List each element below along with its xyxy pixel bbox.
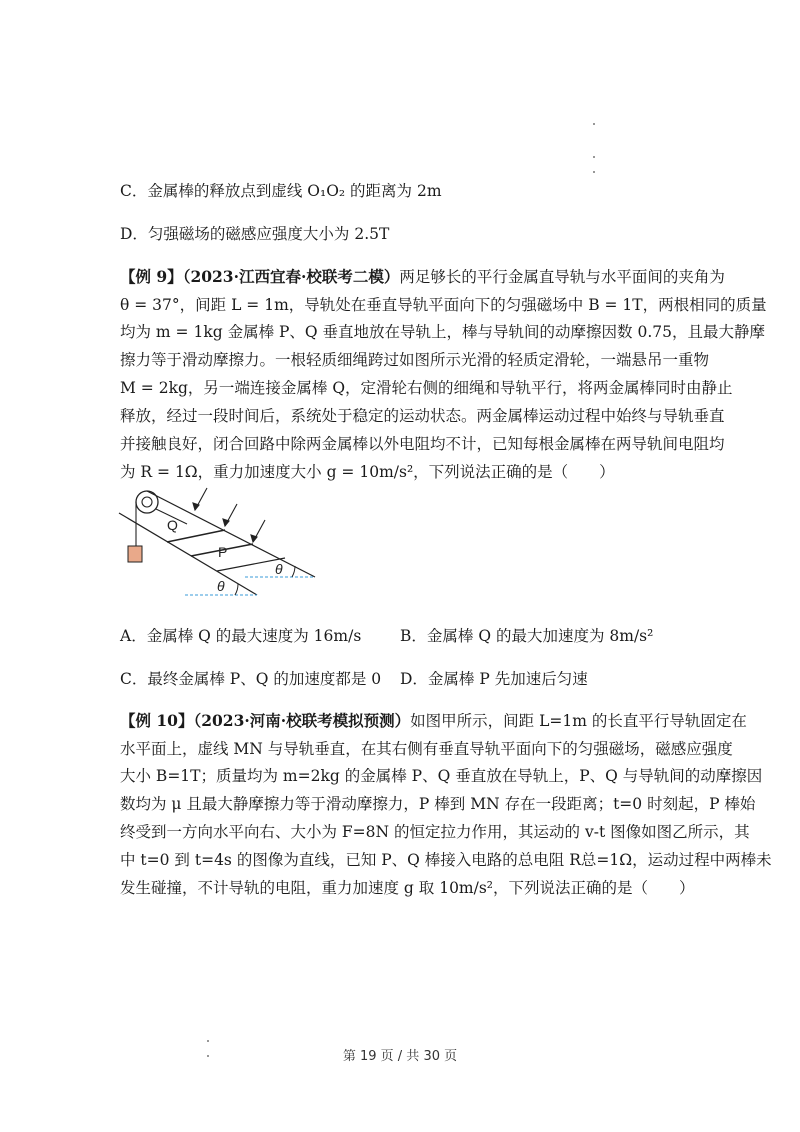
pulley-inner <box>142 497 152 507</box>
decor-dot <box>207 1040 209 1042</box>
q9-line: 两足够长的平行金属直导轨与水平面间的夹角为 <box>399 268 725 286</box>
angle-arc-lower <box>235 584 238 595</box>
q10-line: 终受到一方向水平向右、大小为 F=8N 的恒定拉力作用，其运动的 v-t 图像如图乙所示，其 <box>120 823 750 841</box>
q9-line: θ = 37°，间距 L = 1m，导轨处在垂直导轨平面向下的匀强磁场中 B = 1T，两根相同的质量 <box>120 296 767 314</box>
label-p: P <box>218 544 228 560</box>
q9-line: 为 R = 1Ω，重力加速度大小 g = 10m/s²，下列说法正确的是（ ） <box>120 463 615 481</box>
theta-label-upper: θ <box>275 561 283 577</box>
q9-line: 擦力等于滑动摩擦力。一根轻质细绳跨过如图所示光滑的轻质定滑轮，一端悬吊一重物 <box>120 351 710 369</box>
field-arrow <box>223 504 237 526</box>
q10-line: 水平面上，虚线 MN 与导轨垂直，在其右侧有垂直导轨平面向下的匀强磁场，磁感应强度 <box>120 740 733 758</box>
q10-tag: 【例 10】 <box>120 711 194 730</box>
label-q: Q <box>167 517 178 533</box>
q10-line: 如图甲所示，间距 L=1m 的长直平行导轨固定在 <box>410 712 747 730</box>
q9-line: 均为 m = 1kg 金属棒 P、Q 垂直地放在导轨上，棒与导轨间的动摩擦因数 0.75，且最大静摩 <box>120 323 766 341</box>
q9-line: 并接触良好，闭合回路中除两金属棒以外电阻均不计，已知每根金属棒在两导轨间电阻均 <box>120 435 725 453</box>
rail-upper <box>147 491 315 577</box>
q9-line: M = 2kg，另一端连接金属棒 Q，定滑轮右侧的细绳和导轨平行，将两金属棒同时由静止 <box>120 379 733 397</box>
q9-line: 释放，经过一段时间后，系统处于稳定的运动状态。两金属棒运动过程中始终与导轨垂直 <box>120 407 725 425</box>
q9-first-line <box>120 266 725 288</box>
q8-option-c: C．金属棒的释放点到虚线 O₁O₂ 的距离为 2m <box>120 182 442 200</box>
q10-line: 中 t=0 到 t=4s 的图像为直线，已知 P、Q 棒接入电路的总电阻 R总=1Ω，运动过程中两棒未 <box>120 851 772 869</box>
q9-option-b: B．金属棒 Q 的最大加速度为 8m/s² <box>400 627 654 645</box>
q10-line: 发生碰撞，不计导轨的电阻，重力加速度 g 取 10m/s²，下列说法正确的是（ ） <box>120 879 695 897</box>
q10-line: 数均为 μ 且最大静摩擦力等于滑动摩擦力，P 棒到 MN 存在一段距离；t=0 时刻起，P 棒始 <box>120 795 756 813</box>
decor-dot <box>593 156 595 158</box>
q10-first-line <box>120 710 747 732</box>
theta-label-lower: θ <box>217 578 225 594</box>
q10-source: （2023·河南·校联考模拟预测） <box>193 711 411 730</box>
page-number: 第 19 页 / 共 30 页 <box>342 1049 458 1064</box>
q9-option-d: D．金属棒 P 先加速后匀速 <box>400 670 588 688</box>
q8-option-d: D．匀强磁场的磁感应强度大小为 2.5T <box>120 225 390 243</box>
q9-figure <box>115 480 330 605</box>
angle-arc-upper <box>292 566 295 577</box>
q9-source: （2023·江西宜春·校联考二模） <box>182 267 400 286</box>
field-arrow <box>251 520 265 542</box>
q9-tag: 【例 9】 <box>120 267 183 286</box>
q9-option-a: A．金属棒 Q 的最大速度为 16m/s <box>120 627 362 645</box>
field-arrow <box>193 488 207 510</box>
decor-dot <box>593 123 595 125</box>
q10-line: 大小 B=1T；质量均为 m=2kg 的金属棒 P、Q 垂直放在导轨上，P、Q 与导轨间的动摩擦因 <box>120 767 763 785</box>
q9-option-c: C．最终金属棒 P、Q 的加速度都是 0 <box>120 670 382 688</box>
hanging-mass <box>128 546 142 562</box>
decor-dot <box>593 171 595 173</box>
